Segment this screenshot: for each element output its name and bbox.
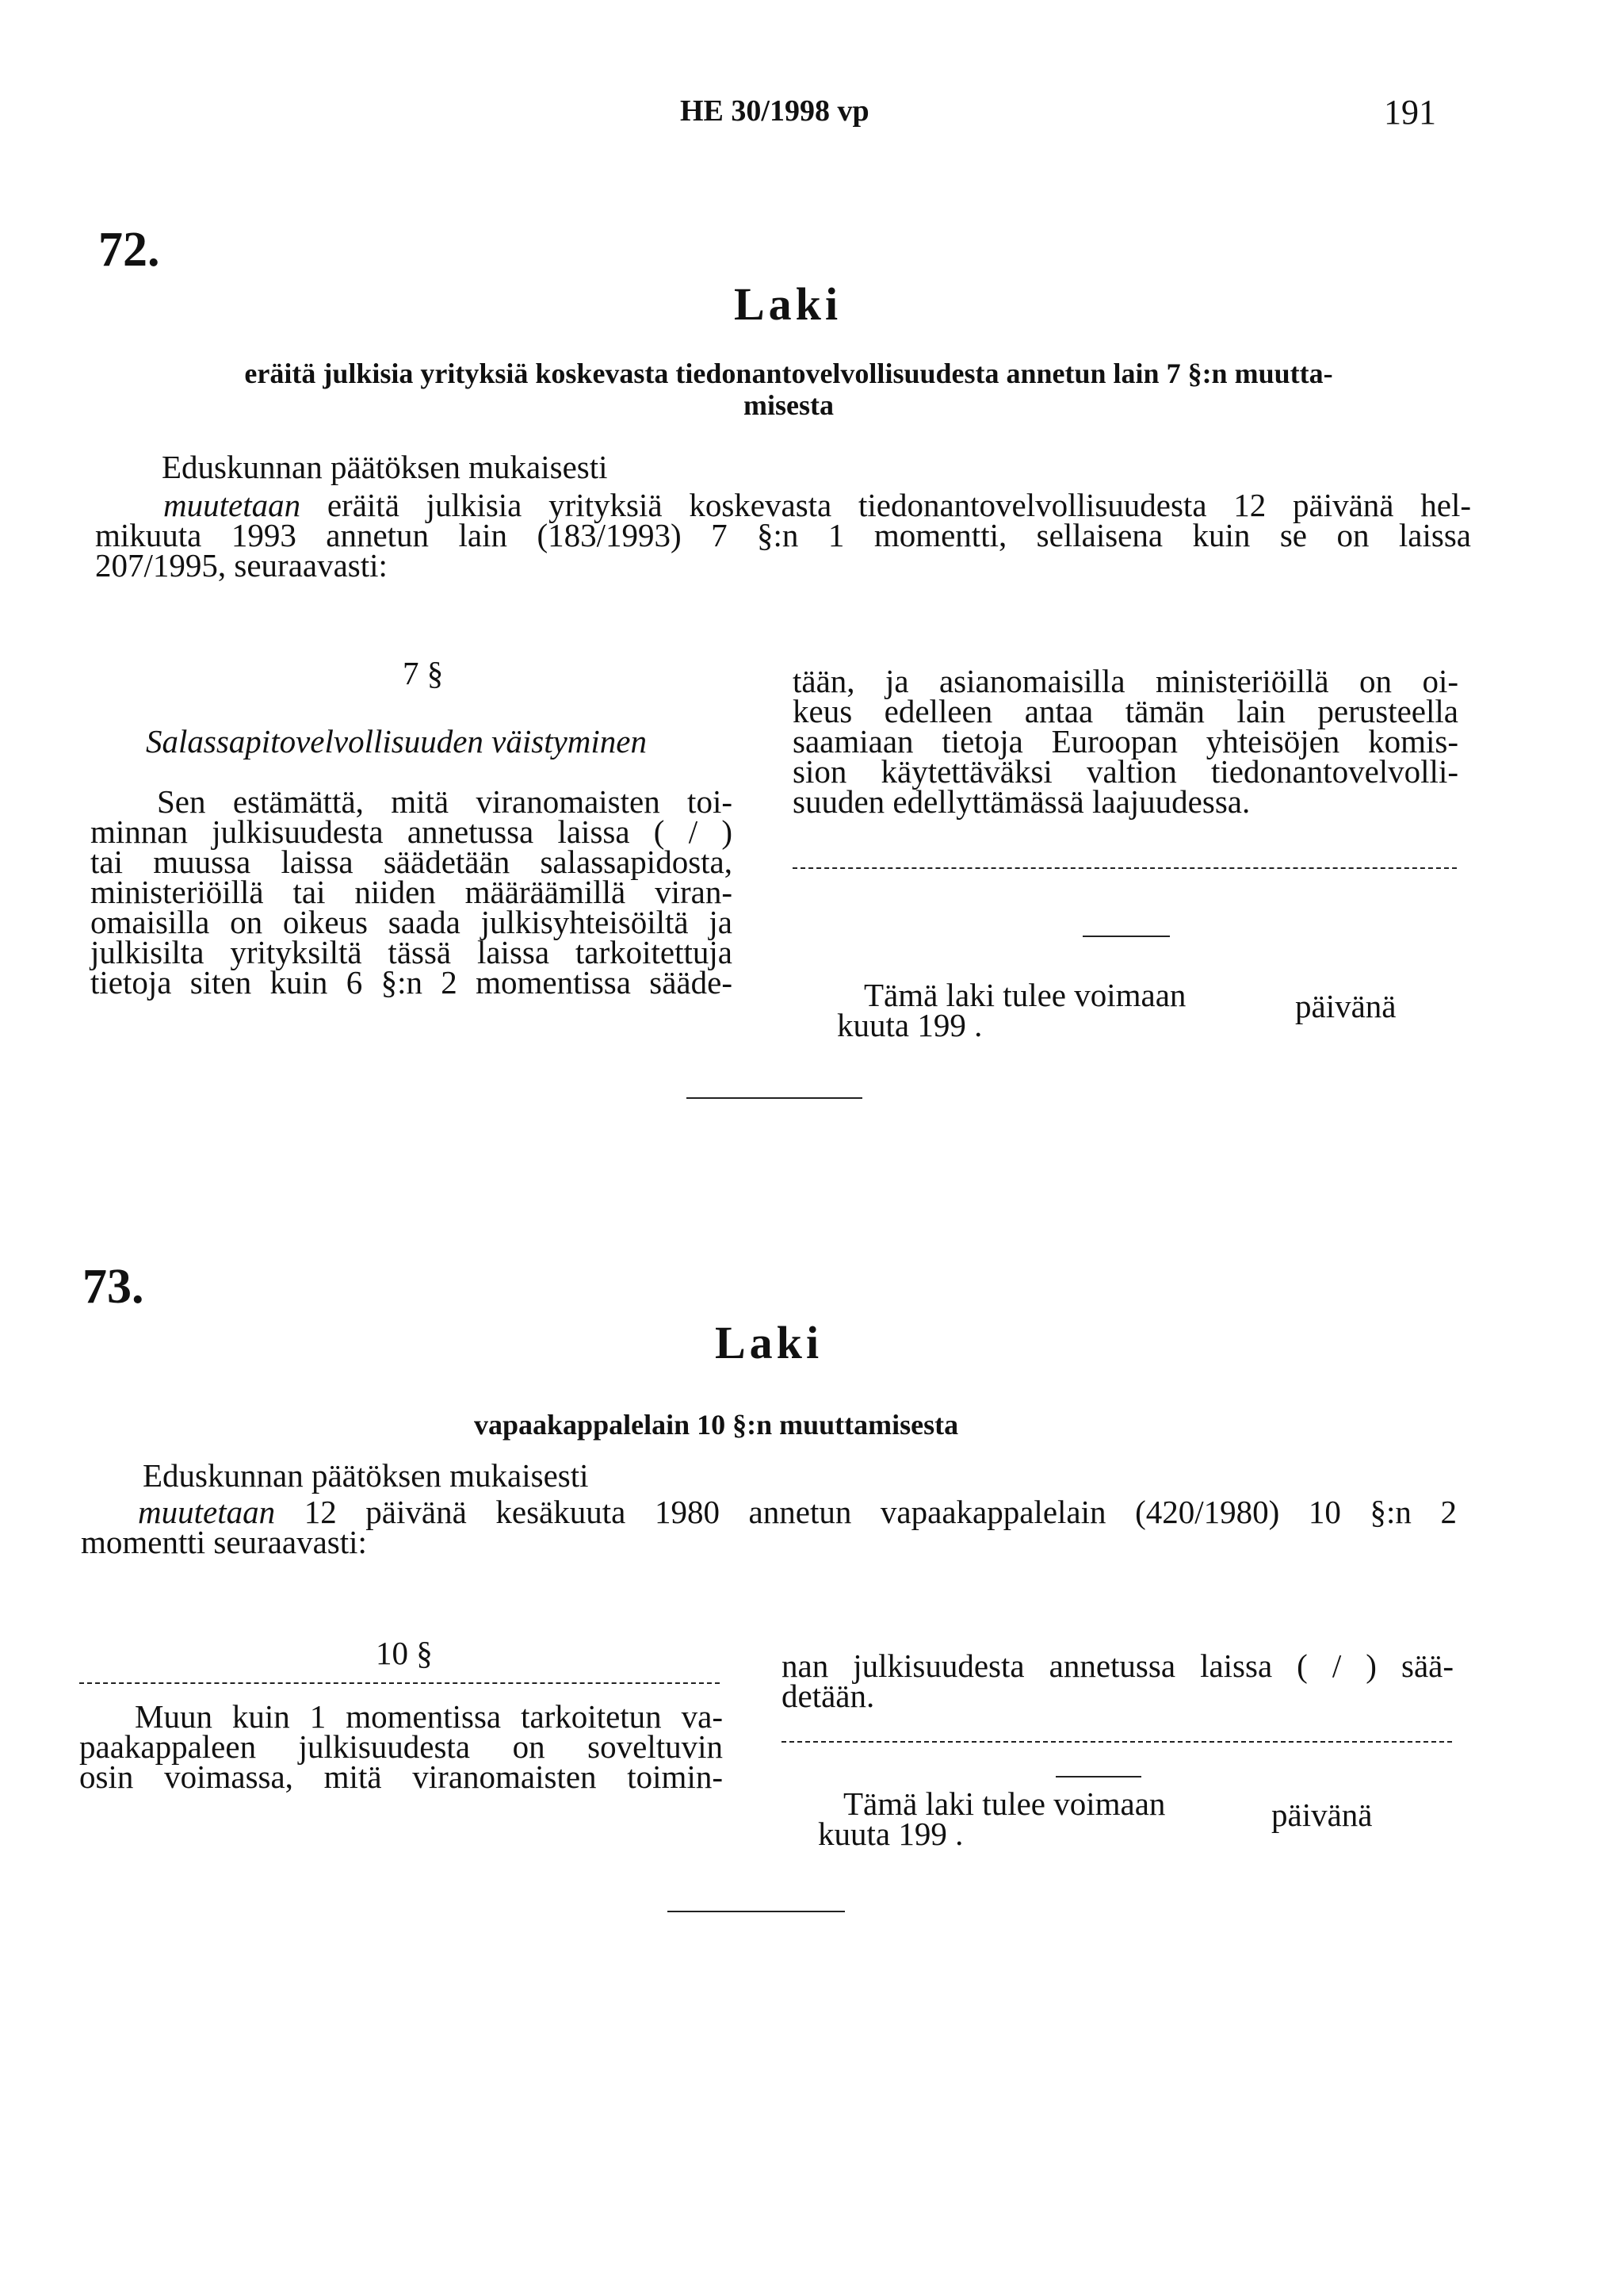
section-number-73: 73. <box>82 1260 144 1314</box>
right-line-72: sion käytettäväksi valtion tiedonantovelvolli- <box>793 753 1458 790</box>
section-mark-7: 7 § <box>403 655 444 691</box>
left-line-72: julkisilta yrityksiltä tässä laissa tarkoitettuja <box>90 934 732 970</box>
amend-line2-72: mikuuta 1993 annetun lain (183/1993) 7 §:n 1 momentti, sellaisena kuin se on laissa <box>95 517 1471 553</box>
law-subtitle-72-line1: eräitä julkisia yrityksiä koskevasta tiedonantovelvollisuudesta annetun lain 7 §:n muutta- <box>244 358 1333 389</box>
left-line-73: Muun kuin 1 momentissa tarkoitetun va- <box>135 1698 723 1735</box>
right-line-72: tään, ja asianomaisilla ministeriöillä on oi- <box>793 663 1458 699</box>
amend-word-73: muutetaan <box>138 1494 276 1530</box>
amend-line2-73: momentti seuraavasti: <box>81 1524 367 1560</box>
right-line-72: suuden edellyttämässä laajuudessa. <box>793 783 1251 820</box>
separator-rule-72b <box>686 1097 862 1099</box>
entry-into-force-72: Tämä laki tulee voimaan <box>864 977 1187 1013</box>
amend-text-73: 12 päivänä kesäkuuta 1980 annetun vapaakappalelain (420/1980) 10 §:n 2 <box>304 1494 1458 1530</box>
left-line-72: ministeriöillä tai niiden määräämillä viran- <box>90 874 732 910</box>
entry-year-73: kuuta 199 . <box>818 1816 964 1852</box>
right-column-73 <box>781 1647 1454 1714</box>
separator-rule-73b <box>667 1911 845 1912</box>
left-line-72: tai muussa laissa säädetään salassapidosta, <box>90 844 732 880</box>
left-line-72: omaisilla on oikeus saada julkisyhteisöiltä ja <box>90 904 732 940</box>
law-subtitle-73: vapaakappalelain 10 §:n muuttamisesta <box>474 1409 959 1441</box>
entry-into-force-73: Tämä laki tulee voimaan <box>843 1785 1166 1822</box>
enactment-intro-72: Eduskunnan päätöksen mukaisesti <box>162 449 608 485</box>
law-title-73: Laki <box>715 1317 824 1368</box>
section-heading-7: Salassapitovelvollisuuden väistyminen <box>146 723 647 760</box>
left-line-73: paakappaleen julkisuudesta on soveltuvin <box>79 1728 723 1765</box>
page-number: 191 <box>1384 93 1436 132</box>
left-column-72 <box>90 783 732 1001</box>
omission-dashes-73a <box>79 1682 720 1684</box>
enactment-intro-73: Eduskunnan päätöksen mukaisesti <box>143 1457 589 1494</box>
separator-rule-72a <box>1083 936 1170 937</box>
right-line-73: nan julkisuudesta annetussa laissa ( / ) sää- <box>781 1647 1454 1684</box>
entry-day-73: päivänä <box>1271 1797 1373 1833</box>
left-line-72: minnan julkisuudesta annetussa laissa ( / ) <box>90 813 732 850</box>
running-header: HE 30/1998 vp <box>680 94 869 128</box>
right-line-73: detään. <box>781 1678 875 1714</box>
section-mark-10: 10 § <box>376 1635 433 1671</box>
amendment-clause-73 <box>81 1494 1458 1560</box>
right-line-72: saamiaan tietoja Euroopan yhteisöjen komis- <box>793 723 1458 760</box>
amend-text-72: eräitä julkisia yrityksiä koskevasta tiedonantovelvollisuudesta 12 päivänä hel- <box>327 487 1472 523</box>
law-title-72: Laki <box>734 278 843 330</box>
left-column-73 <box>79 1698 723 1795</box>
right-column-72 <box>793 663 1458 820</box>
law-subtitle-72-line2: misesta <box>743 389 834 421</box>
section-number-72: 72. <box>98 223 160 277</box>
entry-day-72: päivänä <box>1295 988 1397 1024</box>
left-line-72: tietoja siten kuin 6 §:n 2 momentissa sääde- <box>90 964 732 1001</box>
entry-year-72: kuuta 199 . <box>837 1007 983 1043</box>
law-subtitle-72 <box>119 357 1458 422</box>
left-line-73: osin voimassa, mitä viranomaisten toimin- <box>79 1758 723 1795</box>
amend-line3-72: 207/1995, seuraavasti: <box>95 547 388 584</box>
left-line-72: Sen estämättä, mitä viranomaisten toi- <box>157 783 732 820</box>
omission-dashes-73b <box>781 1741 1452 1743</box>
omission-dashes-72 <box>793 867 1457 869</box>
amendment-clause-72 <box>95 487 1472 584</box>
separator-rule-73a <box>1056 1776 1141 1777</box>
right-line-72: keus edelleen antaa tämän lain perusteella <box>793 693 1458 729</box>
amend-word-72: muutetaan <box>163 487 301 523</box>
